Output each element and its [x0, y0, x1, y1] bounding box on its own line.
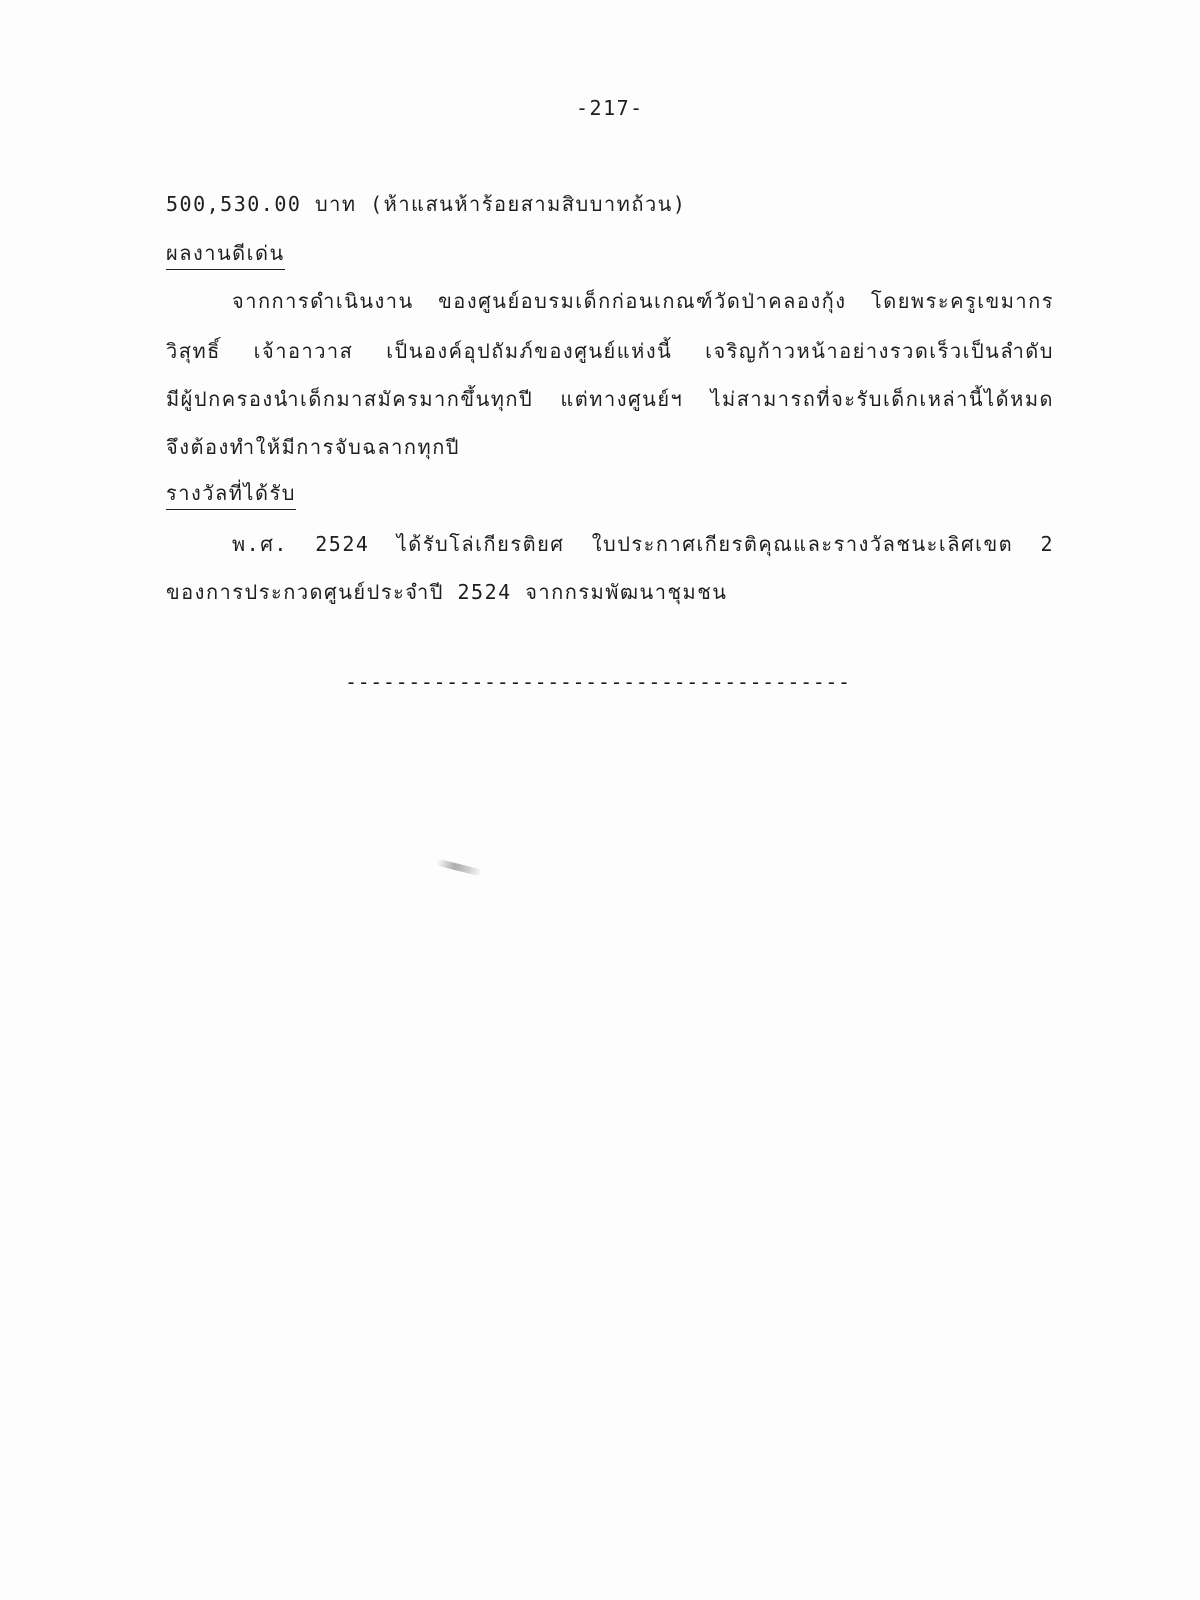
- paragraph-line: จากการดำเนินงาน ของศูนย์อบรมเด็กก่อนเกณฑ์วัดป่าคลองกุ้ง โดยพระครูเขมากร: [232, 289, 1054, 313]
- paragraph-line: วิสุทธิ์ เจ้าอาวาส เป็นองค์อุปถัมภ์ของศูนย์แห่งนี้ เจริญก้าวหน้าอย่างรวดเร็วเป็นลำดับ: [166, 339, 1054, 363]
- page-number: -217-: [576, 96, 644, 120]
- paper-smudge: [436, 859, 482, 877]
- paragraph-line: มีผู้ปกครองนำเด็กมาสมัครมากขึ้นทุกปี แต่ทางศูนย์ฯ ไม่สามารถที่จะรับเด็กเหล่านี้ได้หมด: [166, 387, 1054, 411]
- paragraph-line: จึงต้องทำให้มีการจับฉลากทุกปี: [166, 435, 460, 459]
- section-heading-outstanding-work: ผลงานดีเด่น: [166, 243, 285, 270]
- section-heading-awards: รางวัลที่ได้รับ: [166, 483, 296, 510]
- amount-line: 500,530.00 บาท (ห้าแสนห้าร้อยสามสิบบาทถ้วน): [166, 192, 687, 216]
- paragraph-line: พ.ศ. 2524 ได้รับโล่เกียรติยศ ใบประกาศเกียรติคุณและรางวัลชนะเลิศเขต 2: [232, 532, 1054, 556]
- paragraph-line: ของการประกวดศูนย์ประจำปี 2524 จากกรมพัฒนาชุมชน: [166, 580, 728, 604]
- divider-line: ----------------------------------------: [345, 670, 851, 694]
